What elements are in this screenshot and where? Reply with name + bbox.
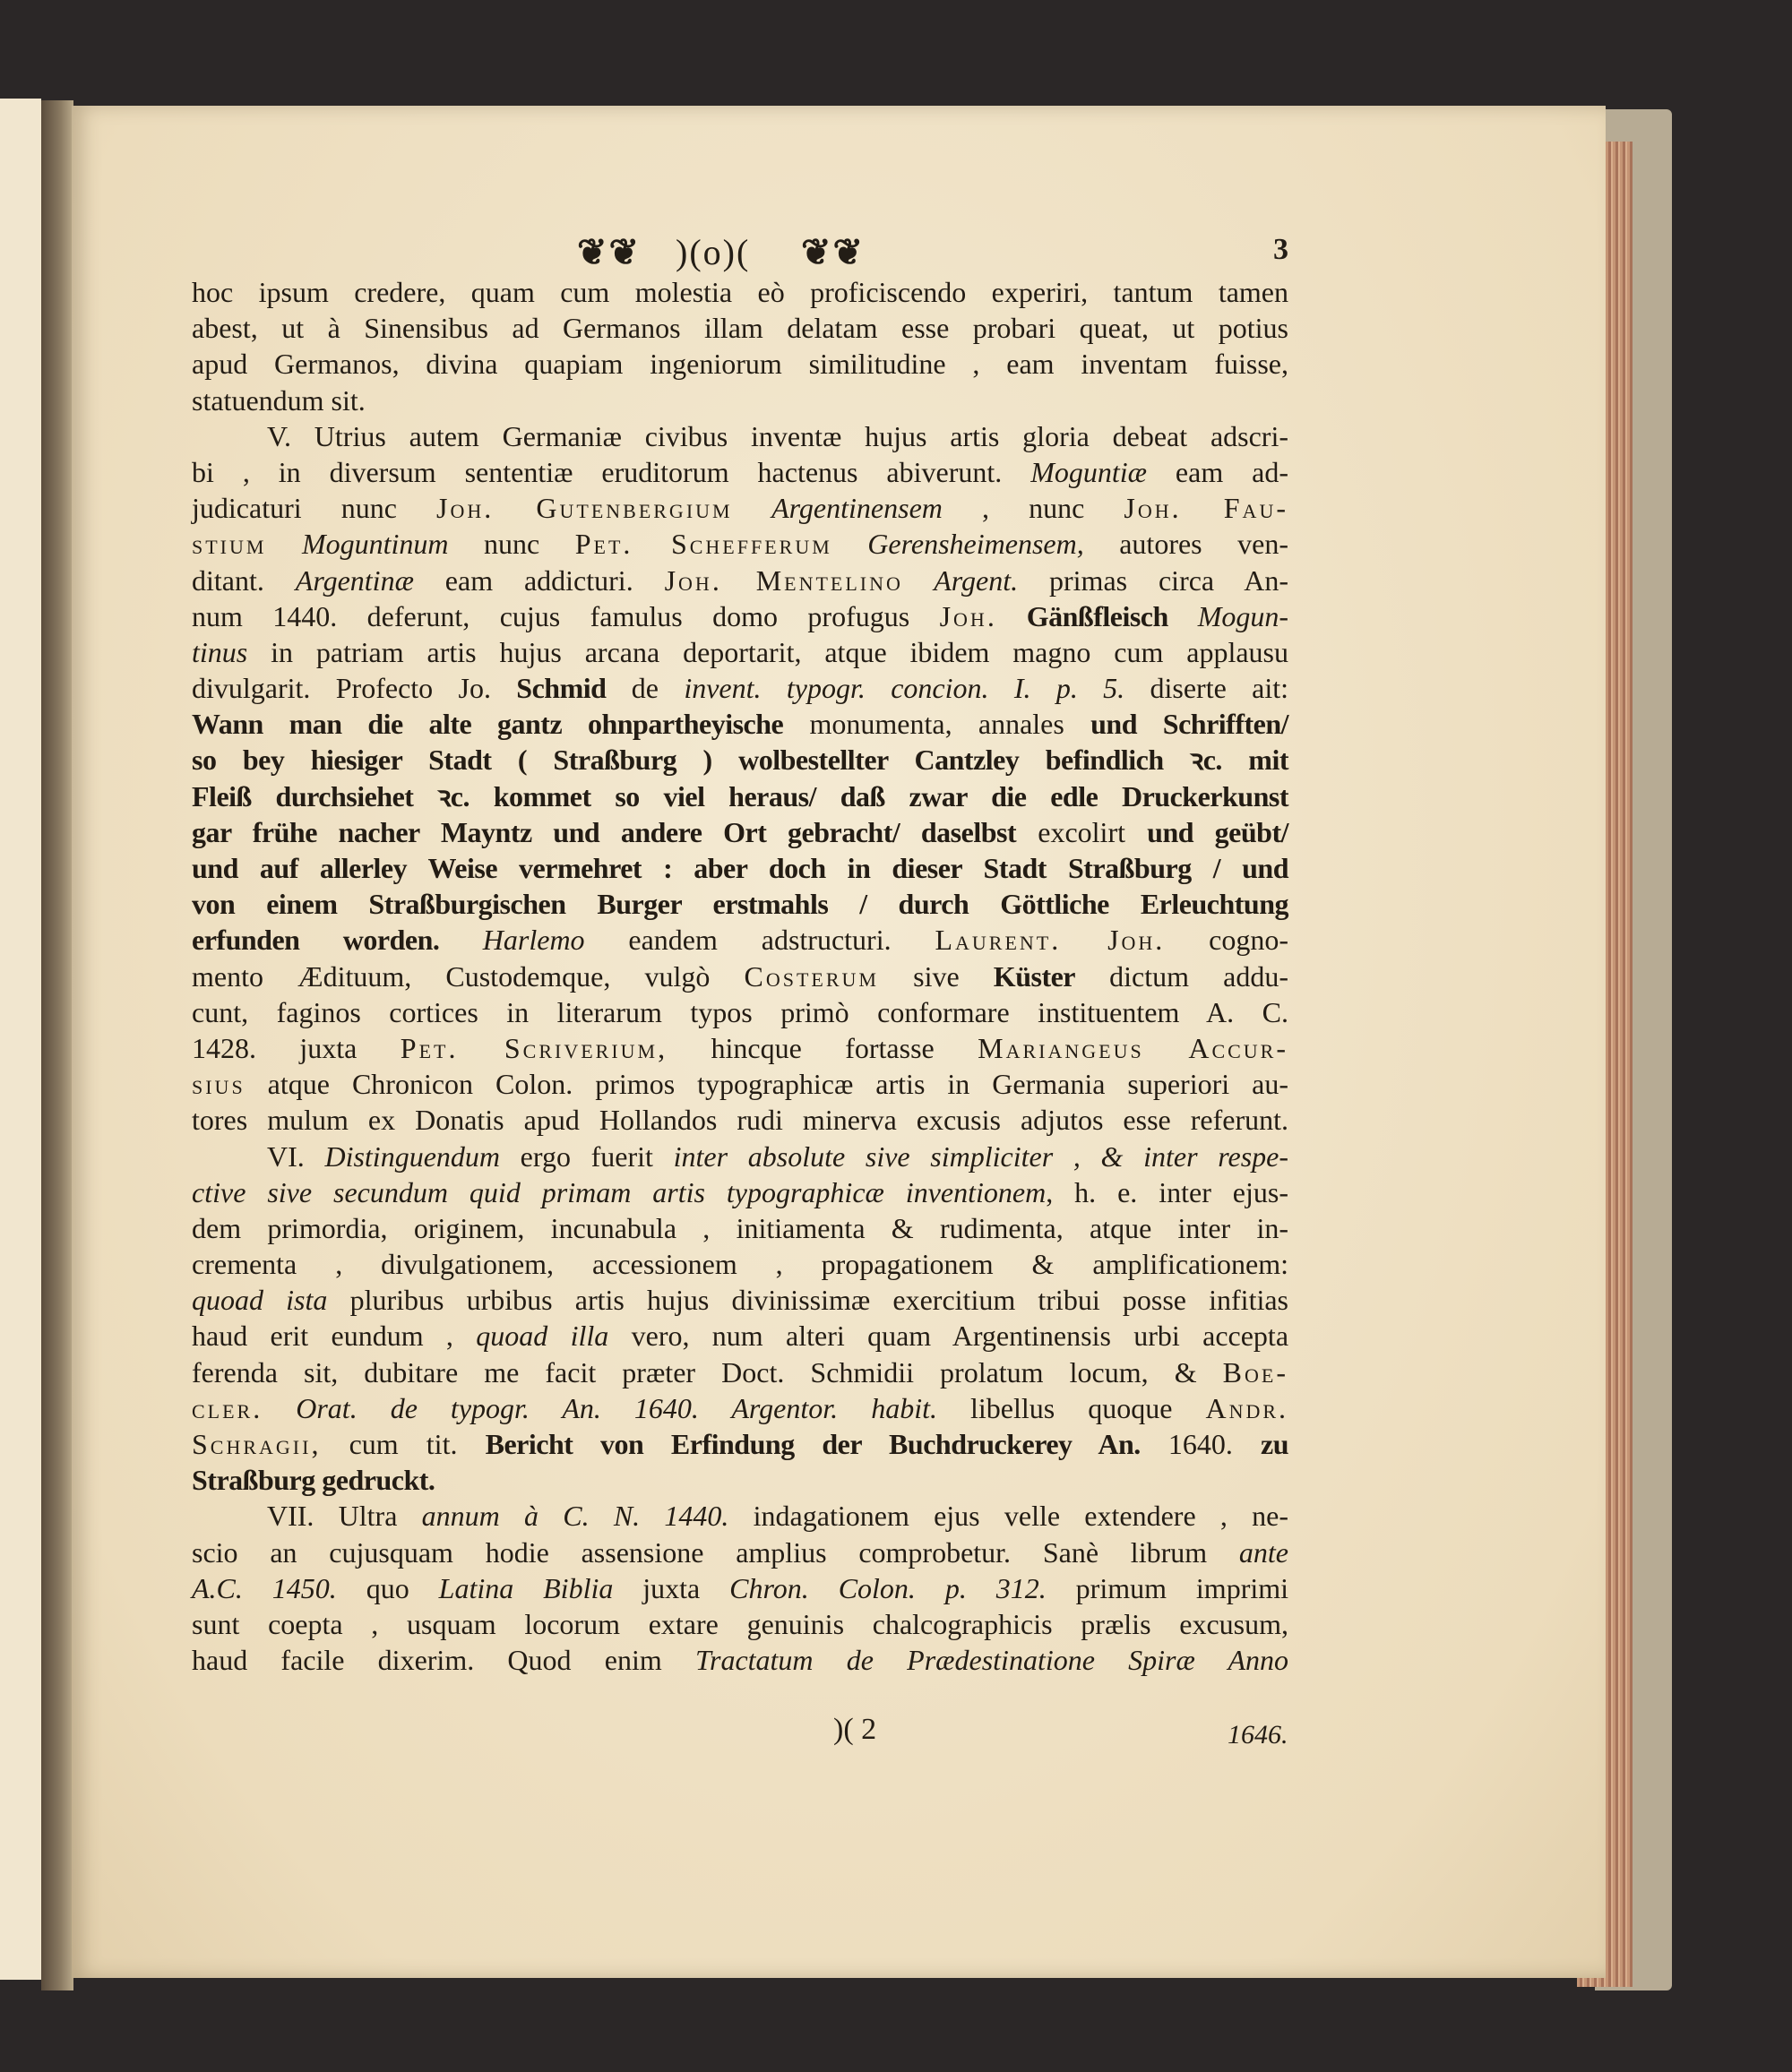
roman-text: tores mulum ex Donatis apud Hollandos rudi minerva excusis adjutos esse referunt. xyxy=(192,1104,1288,1137)
roman-text: haud erit eundum , xyxy=(192,1320,477,1353)
small-caps-name: Costerum xyxy=(744,959,879,993)
roman-text: primum imprimi xyxy=(1046,1571,1289,1604)
fraktur-text: Wann man die alte gantz ohnpartheyische xyxy=(192,708,784,741)
roman-text: , nunc xyxy=(942,492,1124,525)
text-line xyxy=(192,454,1288,490)
fraktur-text: Straßburg gedruckt. xyxy=(192,1464,435,1497)
italic-text: quoad illa xyxy=(476,1320,609,1353)
fraktur-text: zu xyxy=(1261,1428,1289,1460)
roman-text: haud facile dixerim. Quod enim xyxy=(192,1644,695,1677)
roman-text: autores ven- xyxy=(1083,528,1288,561)
text-line xyxy=(192,1642,1288,1678)
catchword: 1646. xyxy=(1228,1720,1288,1750)
roman-text: eam ad- xyxy=(1146,455,1289,488)
italic-text: Latina Biblia xyxy=(438,1571,614,1604)
italic-text: Orat. de typogr. An. 1640. Argentor. habit. xyxy=(263,1391,937,1424)
italic-text: ctive sive secundum quid primam artis typographicæ inventionem xyxy=(192,1175,1047,1208)
roman-text: hincque fortasse xyxy=(668,1031,978,1064)
text-line xyxy=(192,922,1288,958)
text-line xyxy=(192,490,1288,526)
roman-text: VI. xyxy=(267,1139,325,1173)
text-line xyxy=(192,814,1288,850)
text-line xyxy=(192,310,1288,346)
roman-text: sunt coepta , usquam locorum extare genuinis chalcographicis prælis excusum, xyxy=(192,1607,1288,1640)
italic-text: Gerensheimensem, xyxy=(831,528,1084,561)
text-line xyxy=(192,1462,1288,1498)
italic-text: Moguntiæ xyxy=(1030,455,1147,488)
roman-text: de xyxy=(606,672,685,705)
fraktur-text: und auf allerley Weise vermehret : aber doch in dieser Stadt Straßburg / und xyxy=(192,852,1288,884)
roman-text: monumenta, annales xyxy=(783,708,1091,741)
text-line xyxy=(192,1498,1288,1534)
italic-text: Argentinæ xyxy=(295,563,414,597)
roman-text: ferenda sit, dubitare me facit præter Doct. Schmidii prolatum locum, & xyxy=(192,1355,1223,1388)
text-line xyxy=(192,1139,1288,1174)
italic-text: quoad ista xyxy=(192,1284,328,1317)
fraktur-text: von einem Straßburgischen Burger erstmahls / durch Göttliche Erleuchtung xyxy=(192,888,1288,921)
roman-text: statuendum sit. xyxy=(192,383,366,417)
fraktur-text: Bericht von Erfindung der Buchdruckerey An. xyxy=(485,1428,1141,1460)
roman-text: eam addicturi. xyxy=(413,563,665,597)
small-caps-name: Joh. Fau- xyxy=(1124,492,1288,525)
signature-mark: )( 2 xyxy=(833,1713,877,1746)
small-caps-name: Laurent. Joh. xyxy=(935,924,1166,957)
italic-text: Argentinensem xyxy=(732,492,943,525)
text-line xyxy=(192,1535,1288,1570)
italic-text: Moguntinum xyxy=(266,528,449,561)
text-line xyxy=(192,598,1288,634)
text-line xyxy=(192,346,1288,382)
roman-text: V. Utrius autem Germaniæ civibus inventæ hujus artis gloria debeat adscri- xyxy=(267,419,1288,452)
text-line xyxy=(192,742,1288,778)
text-line xyxy=(192,1390,1288,1426)
roman-text: apud Germanos, divina quapiam ingeniorum similitudine , eam inventam fuisse, xyxy=(192,348,1288,381)
italic-text: Argent. xyxy=(902,563,1019,597)
italic-text: Tractatum de Prædestinatione Spiræ Anno xyxy=(694,1644,1289,1677)
italic-text: annum à C. N. 1440. xyxy=(421,1500,729,1533)
fraktur-text: und geübt/ xyxy=(1147,815,1289,848)
roman-text: juxta xyxy=(613,1571,730,1604)
italic-text: Distinguendum xyxy=(324,1139,500,1173)
roman-text: mento Ædituum, Custodemque, vulgò xyxy=(192,959,745,993)
roman-text: in patriam artis hujus arcana deportarit, atque ibidem magno cum applausu xyxy=(247,635,1288,668)
text-line xyxy=(192,526,1288,562)
roman-text: hoc ipsum credere, quam cum molestia eò proficiscendo experiri, tantum tamen xyxy=(192,276,1288,308)
roman-text: quo xyxy=(336,1571,439,1604)
text-line xyxy=(192,994,1288,1030)
small-caps-name: Andr. xyxy=(1205,1391,1289,1424)
text-line xyxy=(192,886,1288,922)
text-line xyxy=(192,1318,1288,1354)
roman-text: scio an cujusquam hodie assensione amplius comprobetur. Sanè librum xyxy=(192,1535,1239,1569)
roman-text: sive xyxy=(878,959,994,993)
roman-text: primas circa An- xyxy=(1018,563,1289,597)
text-line xyxy=(192,1102,1288,1138)
small-caps-name: Mariangeus Accur- xyxy=(978,1031,1289,1064)
text-line xyxy=(192,850,1288,886)
fraktur-text: gar frühe nacher Mayntz und andere Ort gebracht/ daselbst xyxy=(192,815,1017,848)
italic-text: ante xyxy=(1238,1535,1288,1569)
roman-text: bi , in diversum sententiæ eruditorum hactenus abiverunt. xyxy=(192,455,1031,488)
ornament-right-icon: ❦❦ xyxy=(801,232,866,272)
roman-text: atque Chronicon Colon. primos typographicæ artis in Germania superiori au- xyxy=(245,1068,1288,1101)
roman-text: num 1440. deferunt, cujus famulus domo profugus xyxy=(192,599,940,632)
roman-text: indagationem ejus velle extendere , ne- xyxy=(728,1500,1288,1533)
italic-text: Mogun- xyxy=(1197,599,1289,632)
roman-text: cum tit. xyxy=(321,1428,486,1460)
roman-text: libellus quoque xyxy=(936,1391,1206,1424)
roman-text: excolirt xyxy=(1016,815,1148,848)
small-caps-name: Pet. Scriverium, xyxy=(400,1031,668,1064)
roman-text: ergo fuerit xyxy=(500,1139,674,1173)
roman-text: 1640. xyxy=(1140,1428,1262,1460)
roman-text: nunc xyxy=(448,528,575,561)
small-caps-name: sius xyxy=(192,1068,246,1101)
book-gutter xyxy=(41,100,73,1990)
text-line xyxy=(192,778,1288,814)
fraktur-text: Fleiß durchsiehet ꝛc. kommet so viel heraus/ daß zwar die edle Druckerkunst xyxy=(192,779,1288,812)
roman-text: 1428. juxta xyxy=(192,1031,401,1064)
italic-text: tinus xyxy=(192,635,248,668)
text-line xyxy=(192,1426,1288,1462)
italic-text: A.C. 1450. xyxy=(192,1571,337,1604)
text-line xyxy=(192,418,1288,454)
small-caps-name: cler. xyxy=(192,1391,263,1424)
text-line xyxy=(192,563,1288,598)
fraktur-text: und Schrifften/ xyxy=(1090,708,1289,741)
page-number: 3 xyxy=(1273,233,1288,266)
text-line xyxy=(192,1030,1288,1066)
text-line xyxy=(192,1210,1288,1246)
text-line xyxy=(192,274,1288,310)
small-caps-name: Joh. Mentelino xyxy=(664,563,903,597)
italic-text: Harlemo xyxy=(482,924,585,957)
text-line xyxy=(192,706,1288,742)
small-caps-name: Joh. Gutenbergium xyxy=(436,492,733,525)
facing-page-edge xyxy=(0,99,41,1980)
roman-text: dem primordia, originem, incunabula , initiamenta & rudimenta, atque inter in- xyxy=(192,1211,1288,1244)
text-line xyxy=(192,670,1288,706)
text-line xyxy=(192,1282,1288,1318)
small-caps-name: Pet. Schefferum xyxy=(574,528,832,561)
text-line xyxy=(192,1066,1288,1102)
text-line xyxy=(192,383,1288,418)
roman-text: judicaturi nunc xyxy=(192,492,437,525)
fraktur-text: Schmid xyxy=(516,672,607,705)
roman-text: cunt, faginos cortices in literarum typos primò conformare instituentem A. C. xyxy=(192,995,1288,1028)
fraktur-text: Gänßfleisch xyxy=(996,599,1198,632)
ornament-left-icon: ❦❦ xyxy=(577,232,642,272)
text-line xyxy=(192,1246,1288,1282)
text-line xyxy=(192,1570,1288,1606)
roman-text: ditant. xyxy=(192,563,296,597)
roman-text: crementa , divulgationem, accessionem , propagationem & amplificationem: xyxy=(192,1248,1288,1281)
text-line xyxy=(192,1174,1288,1210)
text-line xyxy=(192,1606,1288,1642)
small-caps-name: stium xyxy=(192,528,267,561)
roman-text: VII. Ultra xyxy=(267,1500,422,1533)
fraktur-text: erfunden worden. xyxy=(192,924,483,957)
roman-text: pluribus urbibus artis hujus divinissimæ exercitium tribui posse infitias xyxy=(327,1284,1289,1317)
text-line xyxy=(192,1354,1288,1390)
body-text xyxy=(192,274,1288,1678)
roman-text: diserte ait: xyxy=(1124,672,1289,705)
italic-text: inter absolute sive simpliciter , & inter respe- xyxy=(673,1139,1289,1173)
text-line xyxy=(192,634,1288,670)
running-header xyxy=(192,231,1288,271)
small-caps-name: Joh. xyxy=(939,599,997,632)
roman-text: dictum addu- xyxy=(1075,959,1288,993)
roman-text: abest, ut à Sinensibus ad Germanos illam delatam esse probari queat, ut potius xyxy=(192,312,1288,345)
italic-text: Chron. Colon. p. 312. xyxy=(729,1571,1047,1604)
fraktur-text: Küster xyxy=(993,959,1075,993)
fraktur-text: so bey hiesiger Stadt ( Straßburg ) wolbestellter Cantzley befindlich ꝛc. mit xyxy=(192,744,1288,777)
ornament-center: )(o)( xyxy=(676,232,751,272)
small-caps-name: Schragii, xyxy=(192,1428,322,1460)
roman-text: , h. e. inter ejus- xyxy=(1046,1175,1289,1208)
small-caps-name: Boe- xyxy=(1222,1355,1288,1388)
roman-text: eandem adstructuri. xyxy=(584,924,935,957)
text-line xyxy=(192,959,1288,994)
roman-text: divulgarit. Profecto Jo. xyxy=(192,672,517,705)
italic-text: invent. typogr. concion. I. p. 5. xyxy=(684,672,1125,705)
roman-text: cogno- xyxy=(1165,924,1289,957)
roman-text: vero, num alteri quam Argentinensis urbi accepta xyxy=(608,1320,1289,1353)
